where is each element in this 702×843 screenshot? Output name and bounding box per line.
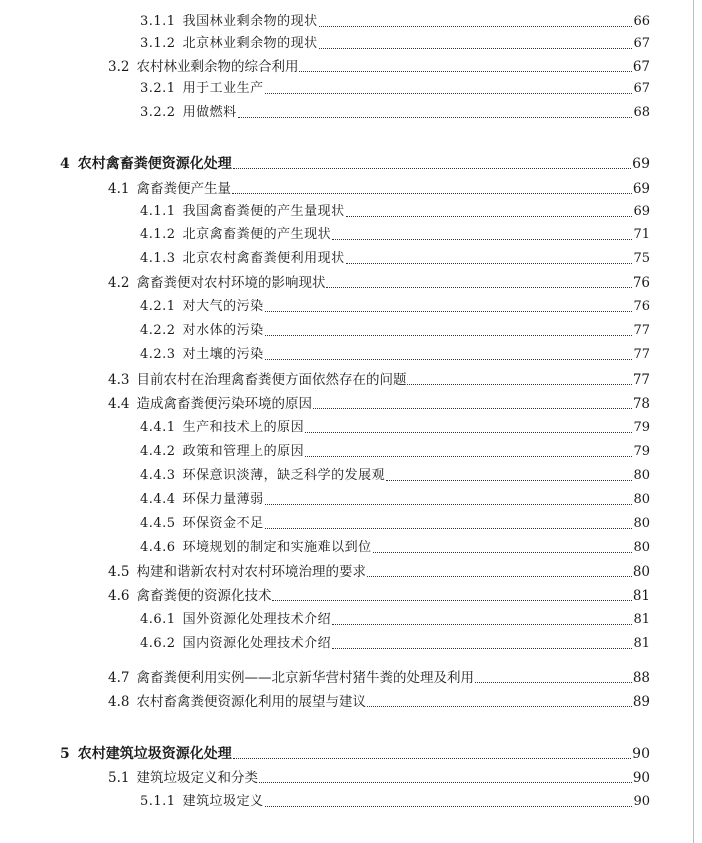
toc-entry[interactable] xyxy=(108,366,650,388)
toc-entry-page-number: 79 xyxy=(633,444,650,459)
toc-dot-leader xyxy=(319,26,633,27)
toc-entry-number: 4.5 xyxy=(108,564,130,580)
toc-entry-number: 4 xyxy=(60,156,70,172)
toc-entry-page-number: 77 xyxy=(633,347,650,362)
toc-entry-title: 环保力量薄弱 xyxy=(182,492,264,507)
toc-dot-leader xyxy=(475,682,632,683)
toc-dot-leader xyxy=(407,384,631,385)
toc-entry-number: 3.1.2 xyxy=(140,36,176,51)
toc-entry-number: 3.1.1 xyxy=(140,14,176,29)
toc-entry[interactable] xyxy=(140,221,650,243)
toc-entry-title: 用于工业生产 xyxy=(182,81,264,96)
toc-entry-title: 我国林业剩余物的现状 xyxy=(182,14,318,29)
toc-entry-number: 4.4.6 xyxy=(140,540,176,555)
toc-dot-leader xyxy=(265,806,633,807)
toc-entry-page-number: 81 xyxy=(633,636,650,651)
toc-entry[interactable] xyxy=(140,30,650,52)
toc-dot-leader xyxy=(265,311,633,312)
toc-dot-leader xyxy=(299,71,631,72)
toc-entry-page-number: 80 xyxy=(633,468,650,483)
toc-dot-leader xyxy=(367,576,632,577)
toc-entry[interactable] xyxy=(108,175,650,197)
toc-entry[interactable] xyxy=(108,764,650,786)
toc-entry-title: 农村建筑垃圾资源化处理 xyxy=(77,746,232,762)
toc-entry-title: 对水体的污染 xyxy=(182,323,264,338)
toc-dot-leader xyxy=(265,93,633,94)
toc-entry-number: 4.2.3 xyxy=(140,347,176,362)
toc-entry[interactable] xyxy=(140,788,650,810)
toc-entry-number: 4.4.1 xyxy=(140,420,176,435)
toc-entry-page-number: 67 xyxy=(632,59,650,75)
toc-entry-title: 用做燃料 xyxy=(182,105,237,120)
toc-entry-number: 4.8 xyxy=(108,694,130,710)
toc-entry-number: 4.2 xyxy=(108,275,130,291)
toc-entry-number: 4.2.1 xyxy=(140,299,176,314)
toc-entry[interactable] xyxy=(108,664,650,686)
toc-entry-title: 北京林业剩余物的现状 xyxy=(182,36,318,51)
toc-dot-leader xyxy=(386,480,632,481)
toc-entry-page-number: 67 xyxy=(633,36,650,51)
toc-entry-page-number: 89 xyxy=(632,694,650,710)
toc-entry-number: 5 xyxy=(60,746,70,762)
toc-entry-title: 禽畜粪便对农村环境的影响现状 xyxy=(136,275,326,291)
toc-entry-number: 5.1 xyxy=(108,770,130,786)
toc-entry[interactable] xyxy=(140,510,650,532)
toc-entry-title: 禽畜粪便的资源化技术 xyxy=(136,588,272,604)
toc-dot-leader xyxy=(265,359,633,360)
toc-dot-leader xyxy=(373,552,633,553)
toc-entry-number: 4.4.5 xyxy=(140,516,176,531)
toc-entry-page-number: 76 xyxy=(632,275,650,291)
toc-entry[interactable] xyxy=(108,269,650,291)
toc-entry-title: 目前农村在治理禽畜粪便方面依然存在的问题 xyxy=(136,372,407,388)
toc-entry[interactable] xyxy=(140,75,650,97)
toc-entry-number: 4.3 xyxy=(108,372,130,388)
toc-entry-title: 建筑垃圾定义 xyxy=(182,794,264,809)
toc-entry-title: 造成禽畜粪便污染环境的原因 xyxy=(136,396,312,412)
toc-dot-leader xyxy=(265,504,633,505)
toc-entry-page-number: 80 xyxy=(633,540,650,555)
toc-entry-number: 4.1.3 xyxy=(140,251,176,266)
toc-dot-leader xyxy=(332,239,632,240)
toc-dot-leader xyxy=(305,456,632,457)
toc-entry-number: 5.1.1 xyxy=(140,794,176,809)
toc-entry-title: 农村畜禽粪便资源化利用的展望与建议 xyxy=(136,694,366,710)
toc-entry-number: 3.2 xyxy=(108,59,130,75)
toc-entry-title: 农村禽畜粪便资源化处理 xyxy=(77,156,232,172)
toc-entry-page-number: 80 xyxy=(633,492,650,507)
toc-entry[interactable] xyxy=(140,438,650,460)
toc-entry-page-number: 69 xyxy=(632,181,650,197)
toc-entry-title: 禽畜粪便产生量 xyxy=(136,181,231,197)
toc-entry-page-number: 81 xyxy=(632,588,650,604)
toc-entry-number: 4.1 xyxy=(108,181,130,197)
toc-entry-title: 禽畜粪便利用实例——北京新华营村猪牛粪的处理及利用 xyxy=(136,670,474,686)
toc-dot-leader xyxy=(346,263,633,264)
toc-dot-leader xyxy=(233,168,631,169)
toc-entry[interactable] xyxy=(108,558,650,580)
toc-entry-title: 建筑垃圾定义和分类 xyxy=(136,770,258,786)
toc-entry-number: 4.1.2 xyxy=(140,227,176,242)
toc-entry[interactable] xyxy=(140,245,650,267)
toc-dot-leader xyxy=(332,648,632,649)
toc-entry-title: 国内资源化处理技术介绍 xyxy=(182,636,332,651)
toc-entry[interactable] xyxy=(108,53,650,75)
toc-entry[interactable] xyxy=(140,317,650,339)
toc-entry-number: 4.7 xyxy=(108,670,130,686)
toc-entry-title: 生产和技术上的原因 xyxy=(182,420,305,435)
toc-entry-page-number: 71 xyxy=(633,227,650,242)
toc-entry[interactable] xyxy=(60,150,650,172)
toc-dot-leader xyxy=(313,408,632,409)
toc-entry[interactable] xyxy=(140,462,650,484)
toc-dot-leader xyxy=(319,48,633,49)
toc-entry[interactable] xyxy=(140,198,650,220)
toc-entry[interactable] xyxy=(140,414,650,436)
toc-entry-page-number: 90 xyxy=(632,770,650,786)
toc-dot-leader xyxy=(238,117,633,118)
toc-entry[interactable] xyxy=(140,486,650,508)
toc-entry-title: 国外资源化处理技术介绍 xyxy=(182,612,332,627)
toc-entry-number: 4.1.1 xyxy=(140,204,176,219)
toc-entry-page-number: 90 xyxy=(632,746,650,762)
toc-dot-leader xyxy=(346,216,633,217)
toc-entry-number: 4.6 xyxy=(108,588,130,604)
toc-dot-leader xyxy=(265,335,633,336)
toc-entry-title: 对土壤的污染 xyxy=(182,347,264,362)
toc-entry[interactable] xyxy=(60,740,650,762)
toc-entry[interactable] xyxy=(140,8,650,30)
toc-dot-leader xyxy=(326,287,631,288)
toc-dot-leader xyxy=(265,528,633,529)
toc-dot-leader xyxy=(272,600,631,601)
toc-entry-title: 北京农村禽畜粪便利用现状 xyxy=(182,251,345,266)
toc-entry-title: 农村林业剩余物的综合利用 xyxy=(136,59,299,75)
toc-entry[interactable] xyxy=(140,293,650,315)
toc-entry[interactable] xyxy=(140,606,650,628)
toc-entry-page-number: 69 xyxy=(632,156,650,172)
toc-entry-page-number: 90 xyxy=(633,794,650,809)
toc-entry-page-number: 77 xyxy=(633,323,650,338)
toc-entry-number: 3.2.2 xyxy=(140,105,176,120)
toc-entry-page-number: 77 xyxy=(632,372,650,388)
toc-entry-number: 3.2.1 xyxy=(140,81,176,96)
toc-entry-title: 环境规划的制定和实施难以到位 xyxy=(182,540,372,555)
toc-dot-leader xyxy=(332,624,632,625)
toc-entry-number: 4.4.4 xyxy=(140,492,176,507)
toc-entry-page-number: 78 xyxy=(632,396,650,412)
page-edge-line xyxy=(693,0,694,843)
toc-entry-title: 对大气的污染 xyxy=(182,299,264,314)
toc-entry-number: 4.4.3 xyxy=(140,468,176,483)
toc-dot-leader xyxy=(259,782,632,783)
toc-entry-title: 环保资金不足 xyxy=(182,516,264,531)
toc-entry-title: 构建和谐新农村对农村环境治理的要求 xyxy=(136,564,366,580)
toc-entry[interactable] xyxy=(108,390,650,412)
toc-entry-page-number: 75 xyxy=(633,251,650,266)
toc-entry[interactable] xyxy=(140,630,650,652)
toc-entry-number: 4.4.2 xyxy=(140,444,176,459)
toc-entry-page-number: 79 xyxy=(633,420,650,435)
toc-entry[interactable] xyxy=(108,688,650,710)
toc-entry-page-number: 80 xyxy=(633,516,650,531)
toc-entry[interactable] xyxy=(140,99,650,121)
toc-dot-leader xyxy=(232,193,632,194)
toc-entry-number: 4.4 xyxy=(108,396,130,412)
toc-entry-page-number: 68 xyxy=(633,105,650,120)
toc-entry-page-number: 80 xyxy=(632,564,650,580)
toc-entry-title: 政策和管理上的原因 xyxy=(182,444,305,459)
toc-entry[interactable] xyxy=(108,582,650,604)
toc-entry-page-number: 81 xyxy=(633,612,650,627)
toc-entry[interactable] xyxy=(140,534,650,556)
toc-dot-leader xyxy=(233,758,631,759)
toc-entry-number: 4.6.2 xyxy=(140,636,176,651)
toc-dot-leader xyxy=(305,432,632,433)
toc-entry[interactable] xyxy=(140,341,650,363)
toc-entry-page-number: 88 xyxy=(632,670,650,686)
toc-entry-title: 北京禽畜粪便的产生现状 xyxy=(182,227,332,242)
toc-entry-page-number: 67 xyxy=(633,81,650,96)
toc-entry-title: 环保意识淡薄，缺乏科学的发展观 xyxy=(182,468,386,483)
toc-entry-page-number: 66 xyxy=(633,14,650,29)
toc-entry-number: 4.6.1 xyxy=(140,612,176,627)
toc-entry-number: 4.2.2 xyxy=(140,323,176,338)
toc-entry-page-number: 76 xyxy=(633,299,650,314)
toc-entry-page-number: 69 xyxy=(633,204,650,219)
toc-dot-leader xyxy=(367,706,632,707)
toc-entry-title: 我国禽畜粪便的产生量现状 xyxy=(182,204,345,219)
